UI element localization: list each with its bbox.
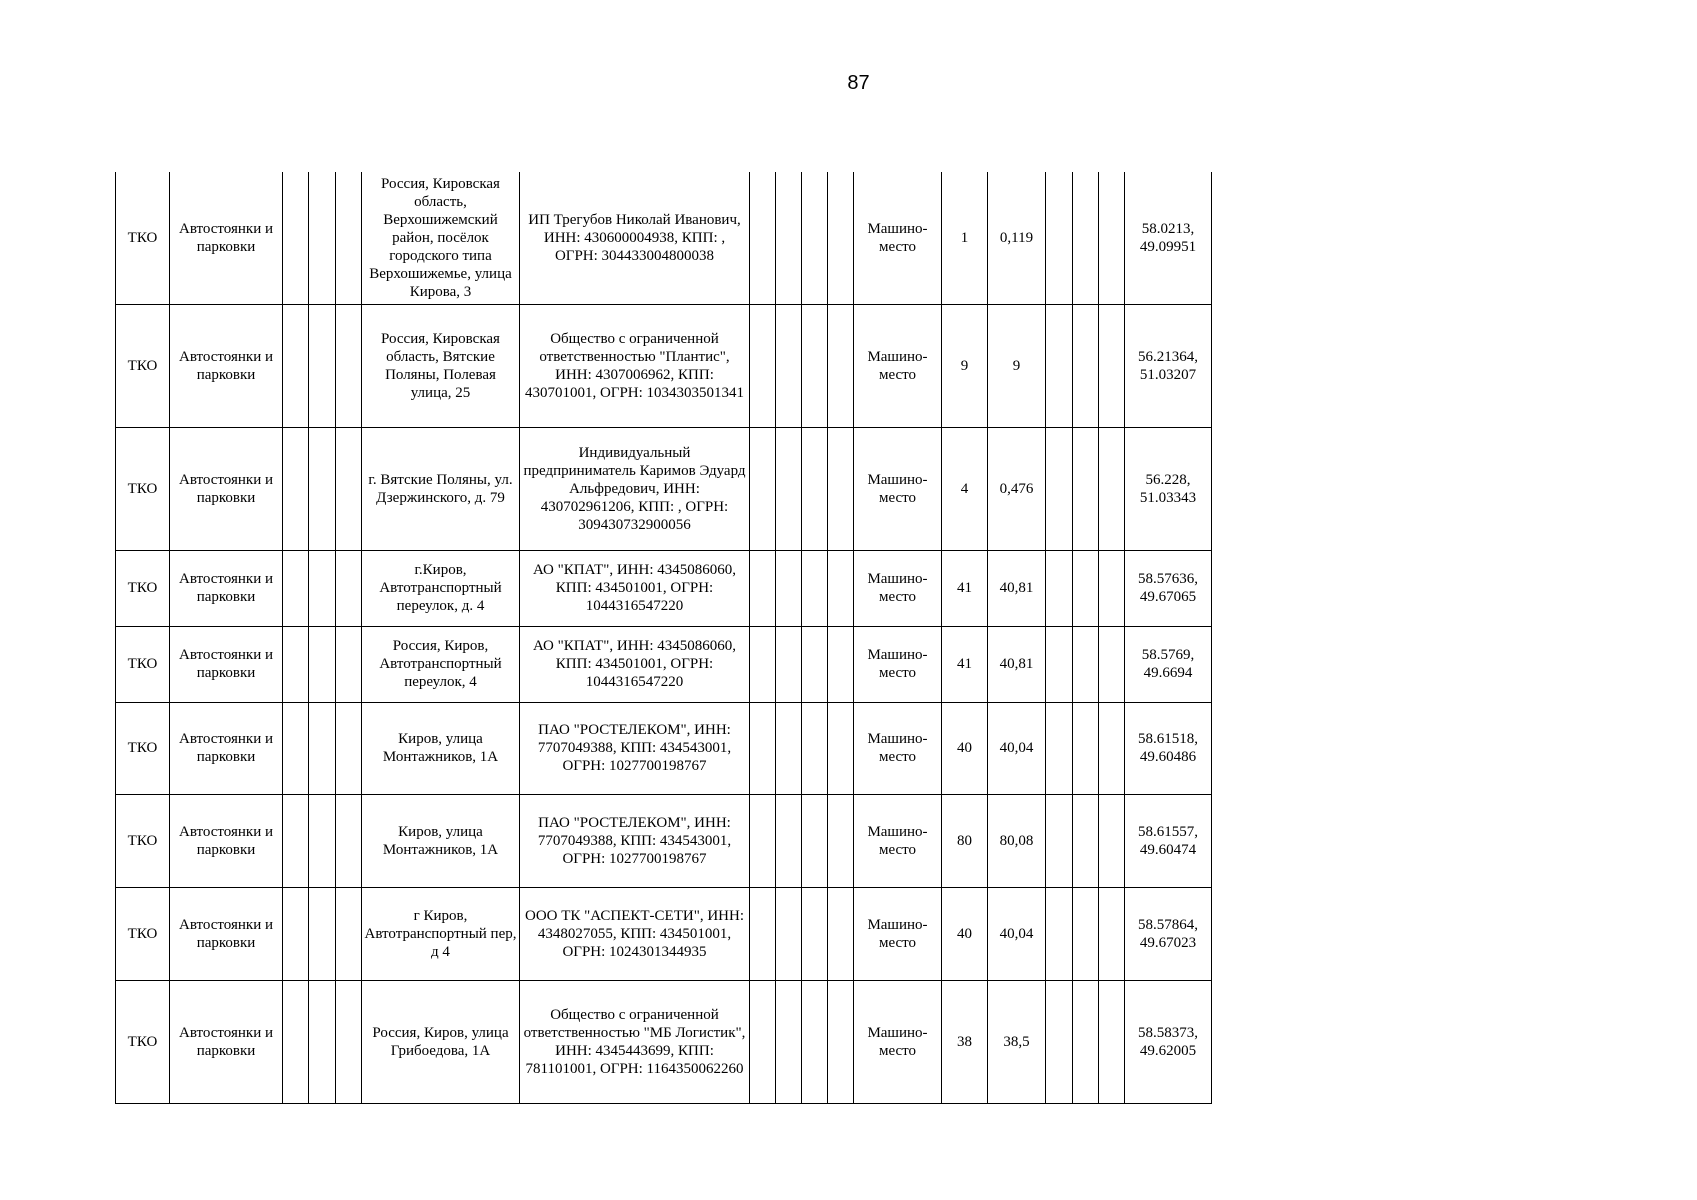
cell-type: ТКО <box>116 626 170 702</box>
cell-owner: Индивидуальный предприниматель Каримов Эдуард Альфредович, ИНН: 430702961206, КПП: , ОГРН: 309430732900056 <box>520 427 750 550</box>
cell-empty <box>1073 887 1099 980</box>
cell-volume: 40,04 <box>988 887 1046 980</box>
cell-empty <box>828 550 854 626</box>
cell-volume: 9 <box>988 304 1046 427</box>
cell-type: ТКО <box>116 980 170 1103</box>
cell-count: 40 <box>942 887 988 980</box>
cell-type: ТКО <box>116 794 170 887</box>
cell-empty <box>1073 172 1099 304</box>
cell-empty <box>828 304 854 427</box>
cell-empty <box>1099 794 1125 887</box>
cell-count: 9 <box>942 304 988 427</box>
cell-empty <box>802 626 828 702</box>
cell-owner: ПАО "РОСТЕЛЕКОМ", ИНН: 7707049388, КПП: 434543001, ОГРН: 1027700198767 <box>520 702 750 794</box>
cell-type: ТКО <box>116 702 170 794</box>
cell-owner: ООО ТК "АСПЕКТ-СЕТИ", ИНН: 4348027055, КПП: 434501001, ОГРН: 1024301344935 <box>520 887 750 980</box>
cell-empty <box>309 550 336 626</box>
cell-empty <box>802 887 828 980</box>
cell-empty <box>283 702 309 794</box>
cell-address: Киров, улица Монтажников, 1А <box>362 702 520 794</box>
cell-owner: ИП Трегубов Николай Иванович, ИНН: 430600004938, КПП: , ОГРН: 304433004800038 <box>520 172 750 304</box>
cell-empty <box>802 702 828 794</box>
cell-empty <box>1046 427 1073 550</box>
cell-empty <box>1073 304 1099 427</box>
cell-empty <box>776 550 802 626</box>
cell-empty <box>828 702 854 794</box>
cell-empty <box>1099 887 1125 980</box>
cell-empty <box>1046 172 1073 304</box>
cell-empty <box>828 626 854 702</box>
cell-category: Автостоянки и парковки <box>170 702 283 794</box>
cell-owner: АО "КПАТ", ИНН: 4345086060, КПП: 434501001, ОГРН: 1044316547220 <box>520 550 750 626</box>
cell-category: Автостоянки и парковки <box>170 304 283 427</box>
cell-empty <box>283 794 309 887</box>
cell-empty <box>776 626 802 702</box>
cell-coords: 56.21364, 51.03207 <box>1125 304 1212 427</box>
cell-address: г.Киров, Автотранспортный переулок, д. 4 <box>362 550 520 626</box>
cell-empty <box>336 702 362 794</box>
cell-coords: 56.228, 51.03343 <box>1125 427 1212 550</box>
cell-empty <box>1046 887 1073 980</box>
cell-empty <box>802 427 828 550</box>
cell-category: Автостоянки и парковки <box>170 794 283 887</box>
cell-empty <box>750 702 776 794</box>
cell-unit: Машино-место <box>854 980 942 1103</box>
cell-empty <box>776 702 802 794</box>
cell-unit: Машино-место <box>854 172 942 304</box>
cell-empty <box>750 980 776 1103</box>
cell-address: Россия, Кировская область, Вятские Поляны, Полевая улица, 25 <box>362 304 520 427</box>
cell-empty <box>750 794 776 887</box>
cell-count: 41 <box>942 626 988 702</box>
cell-coords: 58.58373, 49.62005 <box>1125 980 1212 1103</box>
cell-coords: 58.57864, 49.67023 <box>1125 887 1212 980</box>
cell-empty <box>1073 427 1099 550</box>
cell-empty <box>1073 794 1099 887</box>
table-row <box>116 550 1212 626</box>
cell-empty <box>336 427 362 550</box>
cell-empty <box>802 304 828 427</box>
cell-volume: 38,5 <box>988 980 1046 1103</box>
cell-volume: 80,08 <box>988 794 1046 887</box>
cell-empty <box>1099 172 1125 304</box>
cell-unit: Машино-место <box>854 702 942 794</box>
cell-category: Автостоянки и парковки <box>170 550 283 626</box>
table-row <box>116 702 1212 794</box>
cell-type: ТКО <box>116 172 170 304</box>
cell-empty <box>1046 550 1073 626</box>
cell-empty <box>1099 980 1125 1103</box>
cell-category: Автостоянки и парковки <box>170 172 283 304</box>
cell-address: Россия, Киров, улица Грибоедова, 1А <box>362 980 520 1103</box>
cell-address: г. Вятские Поляны, ул. Дзержинского, д. 79 <box>362 427 520 550</box>
cell-empty <box>1073 626 1099 702</box>
cell-empty <box>309 427 336 550</box>
cell-empty <box>1046 794 1073 887</box>
cell-empty <box>750 304 776 427</box>
table-row <box>116 172 1212 304</box>
cell-empty <box>1073 702 1099 794</box>
cell-unit: Машино-место <box>854 550 942 626</box>
cell-count: 80 <box>942 794 988 887</box>
cell-coords: 58.61518, 49.60486 <box>1125 702 1212 794</box>
cell-volume: 0,476 <box>988 427 1046 550</box>
cell-address: Россия, Кировская область, Верхошижемский район, посёлок городского типа Верхошижемье, улица Кирова, 3 <box>362 172 520 304</box>
cell-empty <box>750 427 776 550</box>
cell-empty <box>828 980 854 1103</box>
cell-empty <box>309 304 336 427</box>
cell-empty <box>1073 550 1099 626</box>
cell-empty <box>336 626 362 702</box>
cell-owner: Общество с ограниченной ответственностью "МБ Логистик", ИНН: 4345443699, КПП: 781101001, ОГРН: 1164350062260 <box>520 980 750 1103</box>
cell-type: ТКО <box>116 304 170 427</box>
cell-empty <box>802 794 828 887</box>
cell-empty <box>283 172 309 304</box>
cell-empty <box>283 887 309 980</box>
cell-empty <box>802 172 828 304</box>
cell-empty <box>309 887 336 980</box>
cell-empty <box>336 304 362 427</box>
cell-empty <box>336 550 362 626</box>
cell-empty <box>828 887 854 980</box>
cell-category: Автостоянки и парковки <box>170 626 283 702</box>
cell-empty <box>309 702 336 794</box>
table-row <box>116 980 1212 1103</box>
table-row <box>116 794 1212 887</box>
cell-owner: ПАО "РОСТЕЛЕКОМ", ИНН: 7707049388, КПП: 434543001, ОГРН: 1027700198767 <box>520 794 750 887</box>
cell-volume: 40,81 <box>988 626 1046 702</box>
cell-empty <box>1046 626 1073 702</box>
cell-empty <box>283 550 309 626</box>
table-row <box>116 626 1212 702</box>
cell-empty <box>802 980 828 1103</box>
cell-empty <box>776 980 802 1103</box>
cell-empty <box>309 794 336 887</box>
cell-empty <box>309 980 336 1103</box>
cell-empty <box>1046 702 1073 794</box>
cell-volume: 40,04 <box>988 702 1046 794</box>
cell-empty <box>750 887 776 980</box>
cell-empty <box>1099 427 1125 550</box>
cell-empty <box>776 172 802 304</box>
cell-empty <box>750 550 776 626</box>
cell-type: ТКО <box>116 887 170 980</box>
cell-category: Автостоянки и парковки <box>170 427 283 550</box>
cell-count: 38 <box>942 980 988 1103</box>
cell-count: 41 <box>942 550 988 626</box>
cell-empty <box>776 887 802 980</box>
cell-empty <box>1099 702 1125 794</box>
cell-empty <box>336 172 362 304</box>
table-row <box>116 427 1212 550</box>
cell-volume: 40,81 <box>988 550 1046 626</box>
cell-volume: 0,119 <box>988 172 1046 304</box>
cell-empty <box>336 980 362 1103</box>
cell-coords: 58.0213, 49.09951 <box>1125 172 1212 304</box>
cell-empty <box>309 626 336 702</box>
cell-empty <box>1046 304 1073 427</box>
cell-unit: Машино-место <box>854 794 942 887</box>
cell-count: 4 <box>942 427 988 550</box>
cell-empty <box>828 172 854 304</box>
cell-empty <box>802 550 828 626</box>
cell-coords: 58.57636, 49.67065 <box>1125 550 1212 626</box>
cell-empty <box>750 626 776 702</box>
page-number: 87 <box>847 72 870 94</box>
cell-count: 1 <box>942 172 988 304</box>
cell-owner: Общество с ограниченной ответственностью "Плантис", ИНН: 4307006962, КПП: 430701001, ОГРН: 1034303501341 <box>520 304 750 427</box>
cell-empty <box>776 794 802 887</box>
table-row <box>116 887 1212 980</box>
cell-type: ТКО <box>116 550 170 626</box>
cell-category: Автостоянки и парковки <box>170 887 283 980</box>
cell-unit: Машино-место <box>854 304 942 427</box>
cell-empty <box>283 980 309 1103</box>
cell-empty <box>336 887 362 980</box>
cell-empty <box>828 427 854 550</box>
cell-address: г Киров, Автотранспортный пер, д 4 <box>362 887 520 980</box>
cell-empty <box>776 427 802 550</box>
cell-empty <box>283 427 309 550</box>
cell-empty <box>336 794 362 887</box>
table-row <box>116 304 1212 427</box>
cell-coords: 58.5769, 49.6694 <box>1125 626 1212 702</box>
cell-empty <box>1046 980 1073 1103</box>
cell-unit: Машино-место <box>854 626 942 702</box>
cell-owner: АО "КПАТ", ИНН: 4345086060, КПП: 434501001, ОГРН: 1044316547220 <box>520 626 750 702</box>
cell-category: Автостоянки и парковки <box>170 980 283 1103</box>
cell-empty <box>283 304 309 427</box>
cell-empty <box>1099 550 1125 626</box>
cell-empty <box>1099 304 1125 427</box>
cell-empty <box>1099 626 1125 702</box>
cell-coords: 58.61557, 49.60474 <box>1125 794 1212 887</box>
cell-empty <box>750 172 776 304</box>
cell-empty <box>309 172 336 304</box>
cell-unit: Машино-место <box>854 887 942 980</box>
cell-address: Россия, Киров, Автотранспортный переулок, 4 <box>362 626 520 702</box>
cell-empty <box>1073 980 1099 1103</box>
cell-unit: Машино-место <box>854 427 942 550</box>
cell-type: ТКО <box>116 427 170 550</box>
cell-count: 40 <box>942 702 988 794</box>
cell-empty <box>776 304 802 427</box>
registry-table <box>115 172 1212 1104</box>
cell-empty <box>828 794 854 887</box>
cell-empty <box>283 626 309 702</box>
cell-address: Киров, улица Монтажников, 1А <box>362 794 520 887</box>
